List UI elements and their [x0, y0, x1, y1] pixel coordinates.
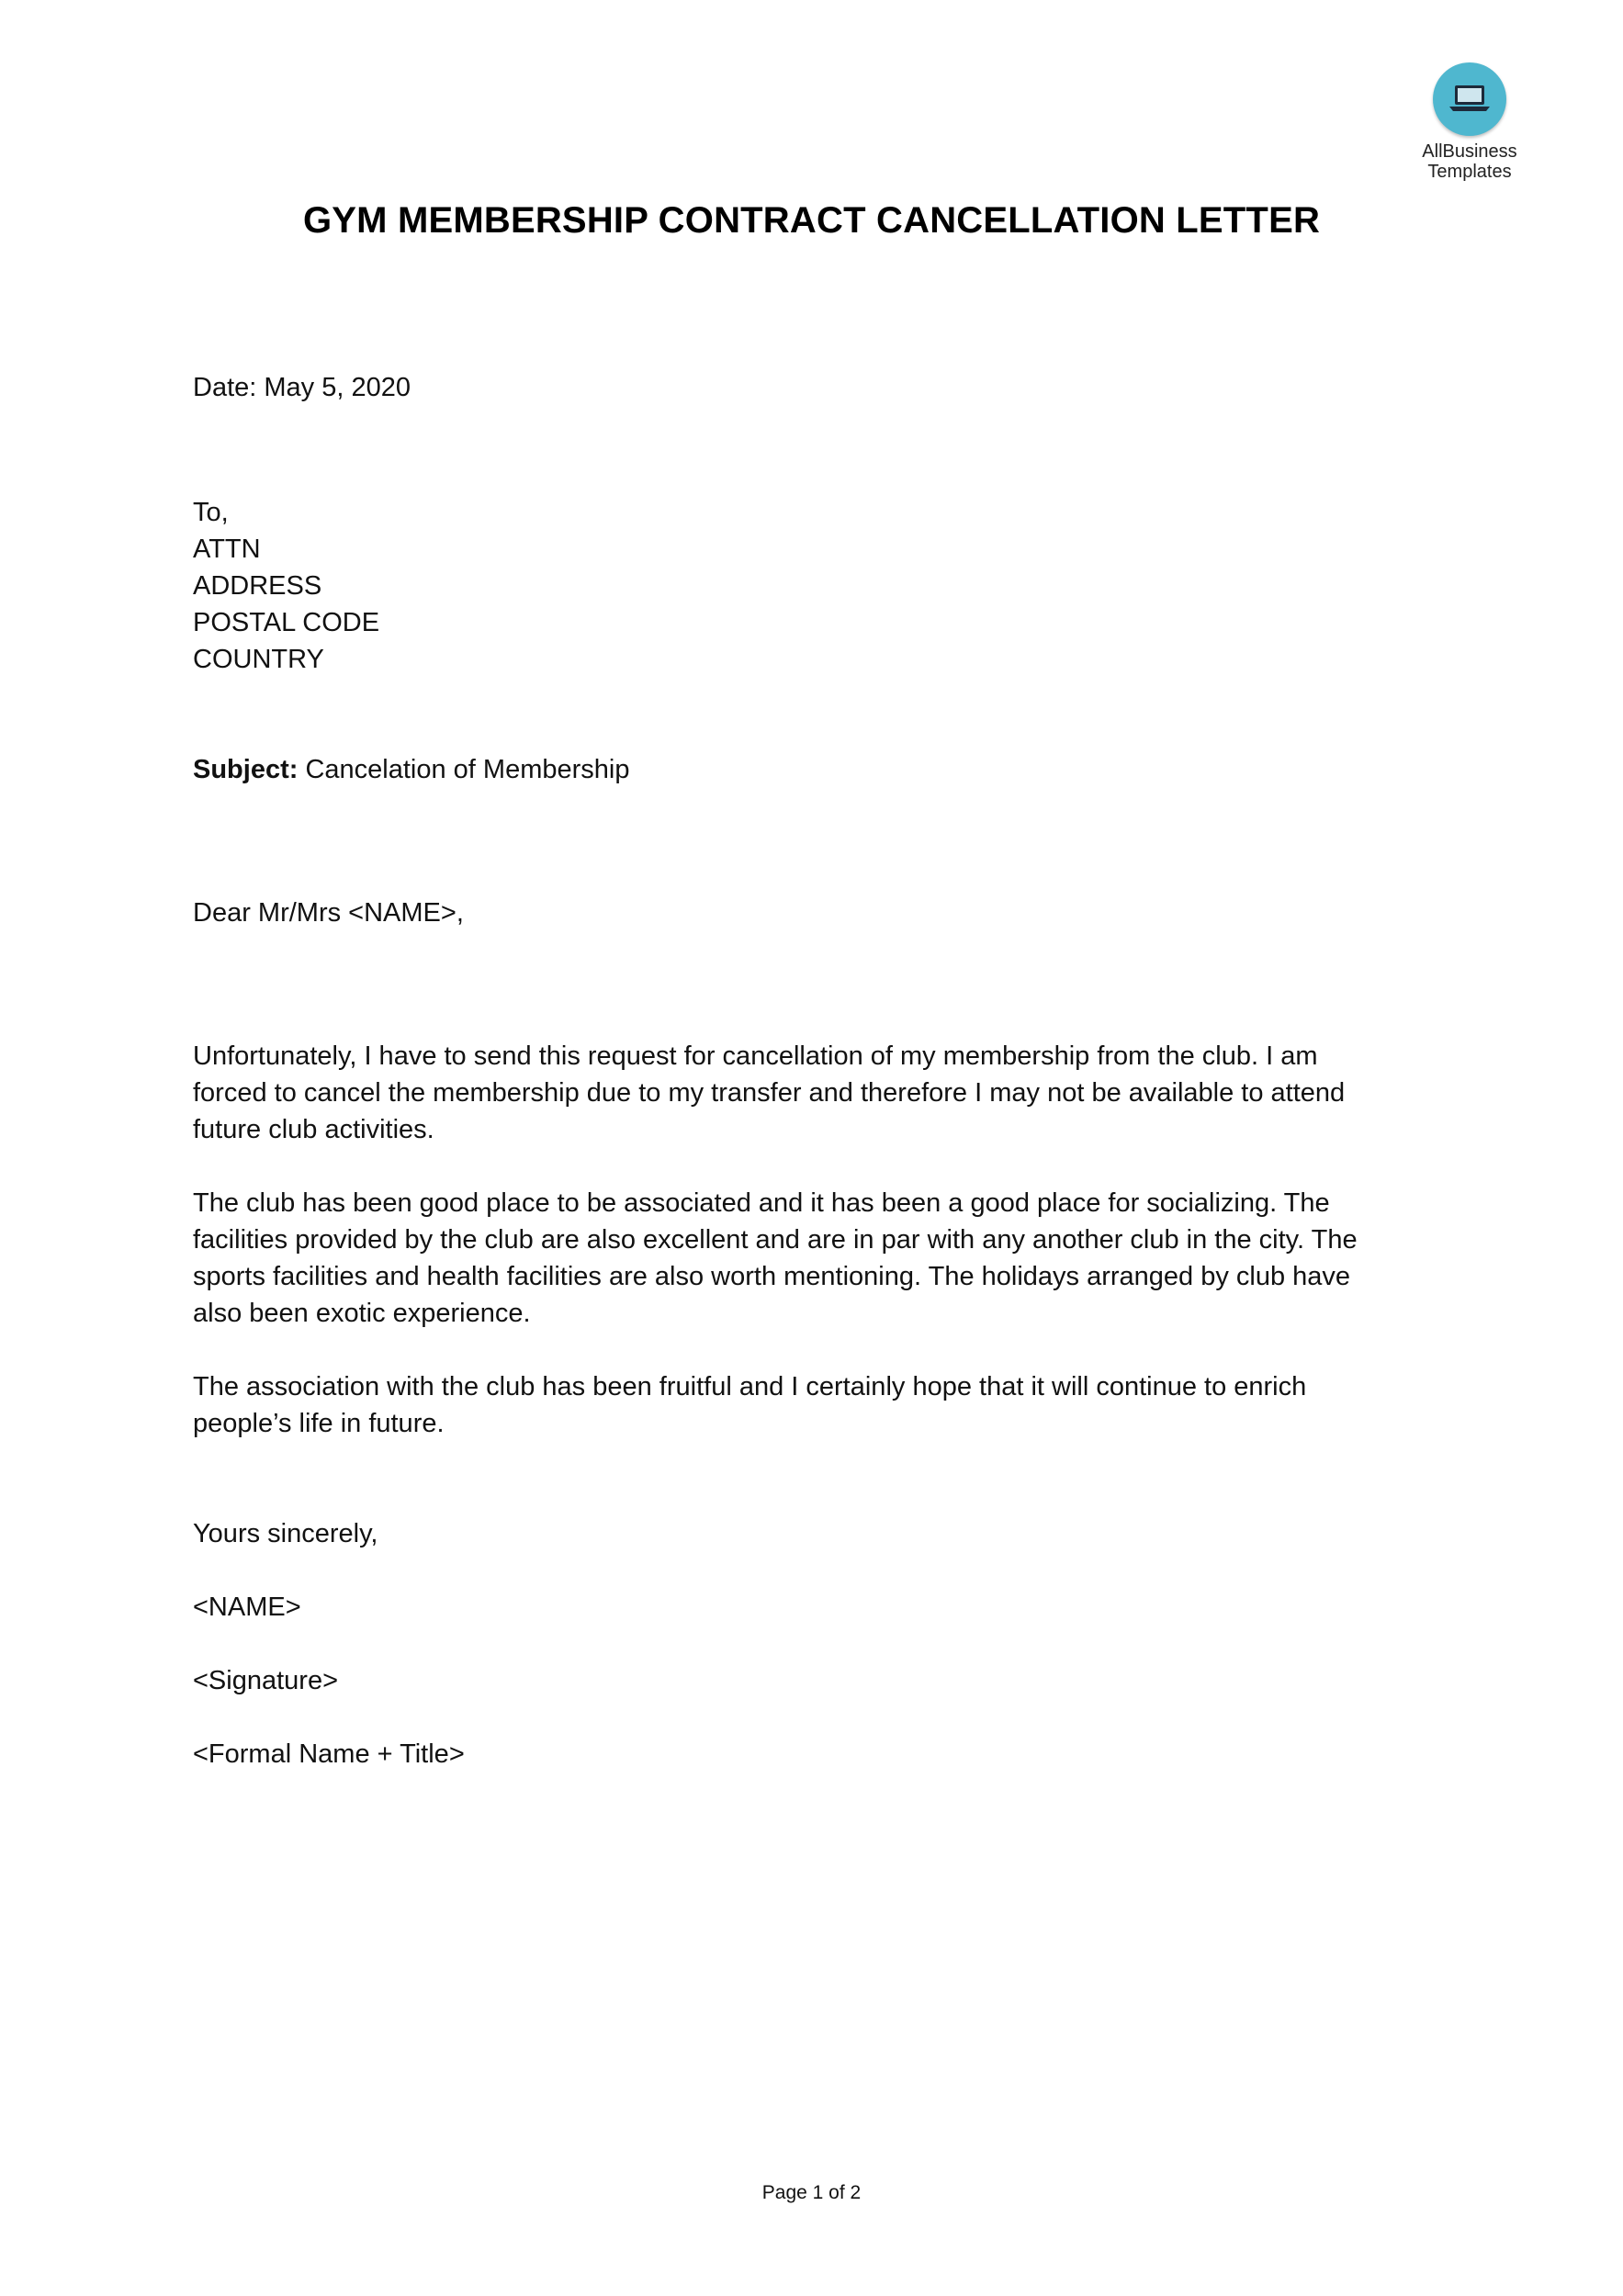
logo-line-1: AllBusiness [1422, 141, 1517, 162]
formal-name-title: <Formal Name + Title> [193, 1739, 465, 1769]
subject-label: Subject: [193, 755, 299, 784]
letter-date: Date: May 5, 2020 [193, 373, 411, 402]
paragraph-line: facilities provided by the club are also excellent and are in par with any another club in the city. The [193, 1225, 1358, 1255]
laptop-icon [1433, 62, 1506, 136]
paragraph-line: future club activities. [193, 1115, 434, 1144]
paragraph-line: The association with the club has been fruitful and I certainly hope that it will continue to enrich [193, 1372, 1307, 1401]
recipient-to: To, [193, 498, 229, 527]
allbusiness-logo [1396, 62, 1543, 182]
paragraph-line: also been exotic experience. [193, 1299, 531, 1328]
document-title: GYM MEMBERSHIP CONTRACT CANCELLATION LETTER [302, 200, 1321, 241]
paragraph-line: sports facilities and health facilities are also worth mentioning. The holidays arranged by club have [193, 1262, 1351, 1291]
recipient-country: COUNTRY [193, 645, 324, 674]
subject-line [193, 751, 629, 788]
recipient-attn: ATTN [193, 535, 261, 564]
page-number: Page 1 of 2 [761, 2182, 862, 2203]
paragraph-line: forced to cancel the membership due to my transfer and therefore I may not be available to attend [193, 1078, 1346, 1108]
body-paragraph-3 [193, 1368, 1442, 1442]
paragraph-line: people’s life in future. [193, 1409, 445, 1438]
recipient-address: ADDRESS [193, 571, 322, 601]
paragraph-line: The club has been good place to be associated and it has been a good place for socializing. The [193, 1188, 1330, 1218]
signature-placeholder: <Signature> [193, 1666, 339, 1695]
salutation: Dear Mr/Mrs <NAME>, [193, 898, 464, 928]
body-paragraph-1 [193, 1038, 1442, 1148]
sender-name: <NAME> [193, 1593, 301, 1622]
logo-line-2: Templates [1427, 162, 1512, 182]
body-paragraph-2 [193, 1185, 1442, 1332]
sign-off: Yours sincerely, [193, 1519, 378, 1548]
logo-text [1396, 141, 1543, 182]
paragraph-line: Unfortunately, I have to send this request for cancellation of my membership from the club. I am [193, 1041, 1318, 1071]
recipient-postal-code: POSTAL CODE [193, 608, 380, 637]
subject-text: Cancelation of Membership [298, 755, 630, 784]
